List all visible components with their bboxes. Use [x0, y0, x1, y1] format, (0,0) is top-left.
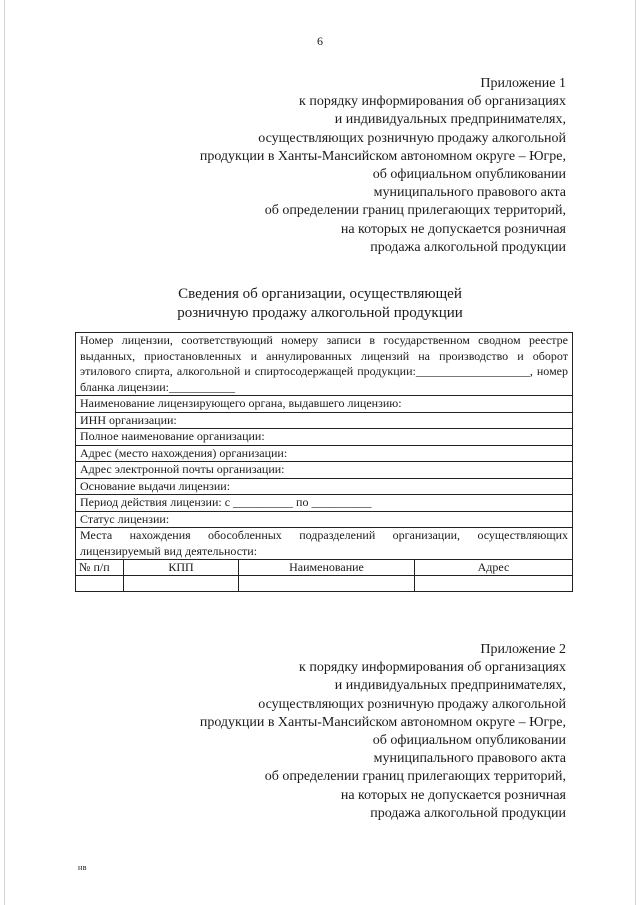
- table-cell: [76, 576, 124, 591]
- appendix-2-line: продукции в Ханты-Мансийском автономном округе – Югре,: [199, 714, 566, 730]
- appendix-1-line: к порядку информирования об организациях: [299, 94, 566, 110]
- appendix-2-line: к порядку информирования об организациях: [299, 660, 566, 676]
- scan-edge-left: [4, 0, 5, 905]
- appendix-2-line: муниципального правового акта: [373, 751, 566, 767]
- appendix-1-line: продажа алкогольной продукции: [370, 239, 566, 255]
- appendix-1-line: об официальном опубликовании: [372, 167, 566, 183]
- appendix-1-header: [146, 75, 566, 257]
- page-number: 6: [317, 34, 323, 48]
- appendix-2-header: [146, 641, 566, 823]
- appendix-1-title: Приложение 1: [480, 76, 566, 91]
- license-period-row: Период действия лицензии: с __________ по __________: [76, 495, 572, 512]
- col-header-address: Адрес: [415, 560, 572, 576]
- table-cell: [239, 576, 415, 591]
- address-row: Адрес (место нахождения) организации:: [76, 446, 572, 463]
- scan-edge-right: [635, 0, 636, 905]
- subdivisions-row: Места нахождения обособленных подразделений организации, осуществляющих лицензируемый вид деятельности:: [76, 528, 572, 560]
- appendix-1-line: продукции в Ханты-Мансийском автономном округе – Югре,: [199, 148, 566, 164]
- appendix-2-line: и индивидуальных предпринимателях,: [334, 678, 566, 694]
- appendix-2-title: Приложение 2: [480, 642, 566, 657]
- appendix-1-line: осуществляющих розничную продажу алкогольной: [258, 130, 566, 146]
- full-name-row: Полное наименование организации:: [76, 429, 572, 446]
- appendix-1-line: муниципального правового акта: [373, 185, 566, 201]
- appendix-2-line: об определении границ прилегающих территорий,: [264, 769, 566, 785]
- license-basis-row: Основание выдачи лицензии:: [76, 479, 572, 496]
- col-header-kpp: КПП: [124, 560, 239, 576]
- subdivisions-table: [76, 560, 572, 591]
- inn-row: ИНН организации:: [76, 413, 572, 430]
- appendix-1-line: на которых не допускается розничная: [340, 221, 566, 237]
- col-header-number: № п/п: [76, 560, 124, 576]
- appendix-2-line: на которых не допускается розничная: [340, 787, 566, 803]
- appendix-2-line: об официальном опубликовании: [372, 733, 566, 749]
- licensing-authority-row: Наименование лицензирующего органа, выдавшего лицензию:: [76, 396, 572, 413]
- appendix-2-line: осуществляющих розничную продажу алкогольной: [258, 696, 566, 712]
- email-row: Адрес электронной почты организации:: [76, 462, 572, 479]
- table-cell: [415, 576, 572, 591]
- table-row: [76, 576, 572, 591]
- organization-info-table: [75, 332, 573, 592]
- table-cell: [124, 576, 239, 591]
- col-header-name: Наименование: [239, 560, 415, 576]
- form-title-line: Сведения об организации, осуществляющей: [178, 286, 462, 302]
- footer-mark: нв: [78, 863, 88, 872]
- appendix-1-line: и индивидуальных предпринимателях,: [334, 112, 566, 128]
- subdivisions-header-row: [76, 560, 572, 576]
- form-title: [0, 285, 640, 323]
- appendix-1-line: об определении границ прилегающих территорий,: [264, 203, 566, 219]
- form-title-line: розничную продажу алкогольной продукции: [177, 305, 463, 321]
- license-number-row: Номер лицензии, соответствующий номеру записи в государственном сводном реестре выданных, приостановленных и аннулированных лицензий на производство и оборот этилового спирта, алкогольной и спиртосодержащей продукции:___________________, номер бланка лицензии:___________: [76, 333, 572, 396]
- appendix-2-line: продажа алкогольной продукции: [370, 805, 566, 821]
- license-status-row: Статус лицензии:: [76, 512, 572, 529]
